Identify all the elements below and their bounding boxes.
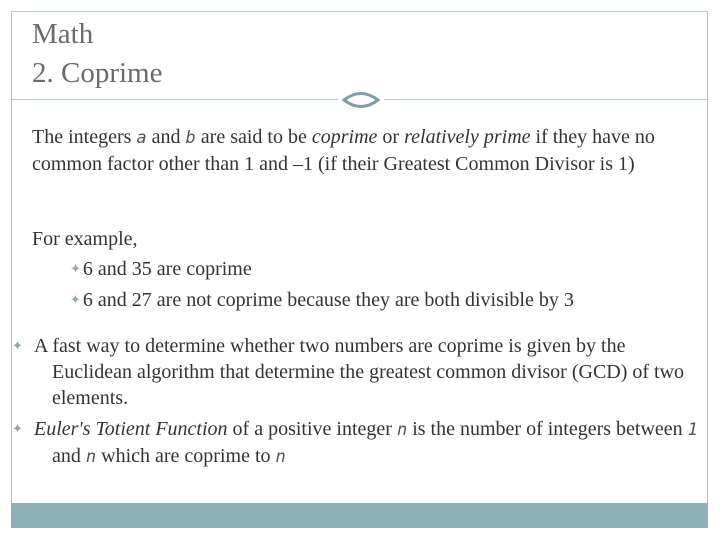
- var-n: n: [275, 447, 286, 467]
- text-run: and: [146, 126, 186, 148]
- var-n: n: [396, 420, 408, 440]
- footer-bar: [11, 503, 708, 528]
- example-item-1: [70, 254, 252, 284]
- text-run: if they have no common factor other than 1 and –1 (if their Greatest Common Divisor is 1): [32, 126, 655, 175]
- var-a: a: [136, 128, 147, 148]
- term-coprime: coprime: [311, 126, 378, 148]
- text-run: and: [52, 445, 86, 467]
- text-run: which are coprime to: [96, 445, 276, 467]
- example-item-2: [70, 285, 574, 315]
- var-b: b: [185, 128, 196, 148]
- example-heading: For example,: [32, 228, 138, 250]
- text-run: is the number of integers between: [407, 418, 688, 440]
- bullet-text: A fast way to determine whether two numbers are coprime is given by the Euclidean algorithm that determine the greatest common divisor (GCD) of two elements.: [34, 335, 685, 409]
- var-n: n: [85, 447, 97, 467]
- text-run: are said to be: [195, 126, 312, 148]
- bullet-icon: ✦: [70, 292, 81, 307]
- term-euler-totient: Euler's Totient Function: [34, 418, 228, 440]
- definition-paragraph: [32, 124, 682, 177]
- divider-ornament: [338, 85, 384, 115]
- example-item-text: 6 and 35 are coprime: [82, 258, 252, 280]
- text-run: The integers: [32, 126, 137, 148]
- text-run: or: [377, 126, 405, 148]
- bullet-euclid: ✦ A fast way to determine whether two numbers are coprime is given by the Euclidean algorithm that determine the greatest common divisor (GCD) of two elements.: [12, 335, 685, 409]
- slide-title: [32, 15, 163, 93]
- title-line-1: Math: [32, 18, 94, 50]
- title-line-2: 2. Coprime: [32, 57, 163, 89]
- bullet-euler: ✦ Euler's Totient Function of a positive integer n is the number of integers between 1 and n which are coprime to n: [12, 418, 698, 467]
- bullet-icon: ✦: [70, 261, 81, 276]
- example-item-text: 6 and 27 are not coprime because they are both divisible by 3: [82, 289, 574, 311]
- text-run: of a positive integer: [227, 418, 397, 440]
- term-relatively-prime: relatively prime: [404, 126, 531, 148]
- var-one: 1: [687, 420, 698, 440]
